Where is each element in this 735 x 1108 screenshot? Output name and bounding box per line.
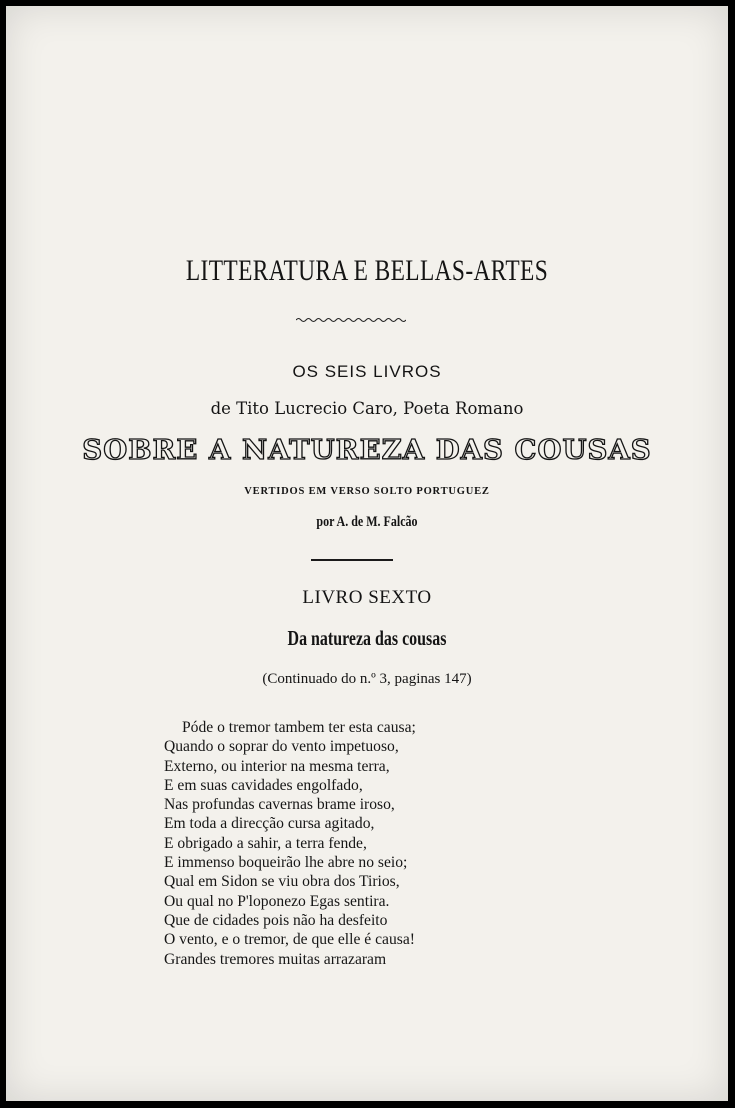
verse-block: [164, 718, 624, 969]
section-title: LITTERATURA E BELLAS-ARTES: [185, 254, 549, 287]
printed-page: [6, 6, 728, 1101]
verse-line: E em suas cavidades engolfado,: [164, 776, 363, 794]
verse-line: Que de cidades pois não ha desfeito: [164, 911, 388, 929]
translation-note: VERTIDOS EM VERSO SOLTO PORTUGUEZ: [244, 486, 490, 497]
verse-line: Em toda a direcção cursa agitado,: [164, 815, 375, 833]
verse-line: Grandes tremores muitas arrazaram: [164, 950, 387, 968]
verse-line: Externo, ou interior na mesma terra,: [164, 757, 390, 775]
work-title: SOBRE A NATUREZA DAS COUSAS: [82, 435, 652, 466]
continuation-note: (Continuado do n.º 3, paginas 147): [262, 671, 472, 687]
wavy-divider: [296, 315, 406, 325]
verse-line: Ou qual no P'loponezo Egas sentira.: [164, 892, 390, 910]
book-count-heading: OS SEIS LIVROS: [292, 362, 442, 381]
verse-line: Quando o soprar do vento impetuoso,: [164, 738, 399, 756]
chapter-title: Da natureza das cousas: [287, 626, 447, 650]
verse-line: Qual em Sidon se viu obra dos Tirios,: [164, 873, 400, 891]
translator-credit: por A. de M. Falcão: [316, 514, 418, 530]
verse-line: E immenso boqueirão lhe abre no seio;: [164, 854, 408, 872]
verse-line: E obrigado a sahir, a terra fende,: [164, 834, 367, 852]
book-number-heading: LIVRO SEXTO: [302, 587, 432, 608]
author-line: de Tito Lucrecio Caro, Poeta Romano: [210, 399, 524, 418]
verse-line: Nas profundas cavernas brame iroso,: [164, 796, 395, 814]
horizontal-rule: [311, 559, 393, 561]
verse-line: O vento, e o tremor, de que elle é causa!: [164, 931, 415, 949]
verse-line: Póde o tremor tambem ter esta causa;: [182, 719, 416, 736]
